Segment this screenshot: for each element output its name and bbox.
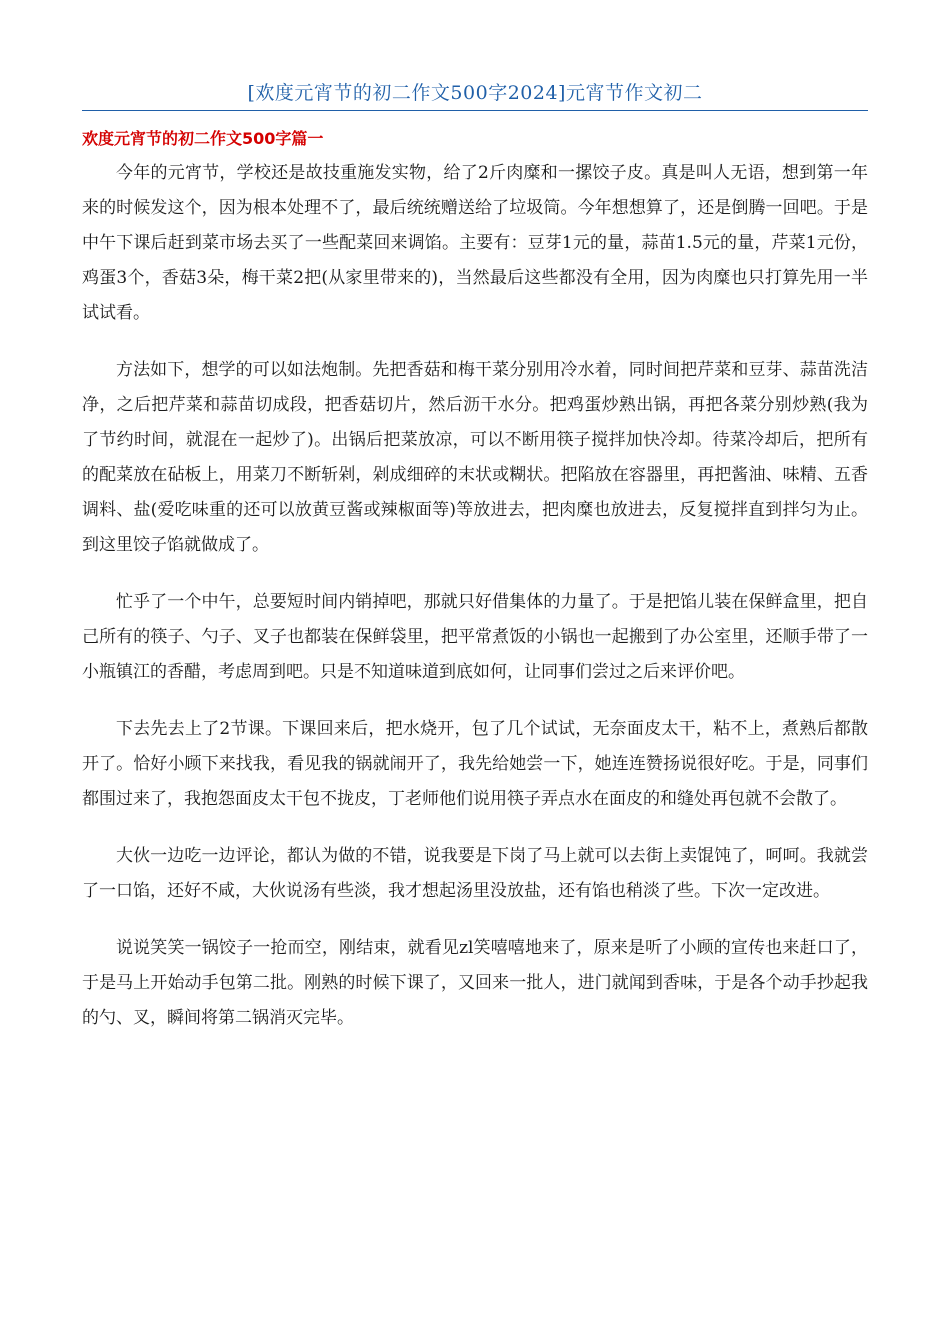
paragraph: 方法如下，想学的可以如法炮制。先把香菇和梅干菜分别用冷水着，同时间把芹菜和豆芽、蒜苗洗洁净，之后把芹菜和蒜苗切成段，把香菇切片，然后沥干水分。把鸡蛋炒熟出锅，再把各菜分别炒熟(我为了节约时间，就混在一起炒了)。出锅后把菜放凉，可以不断用筷子搅拌加快冷却。待菜冷却后，把所有的配菜放在砧板上，用菜刀不断斩剁，剁成细碎的末状或糊状。把陷放在容器里，再把酱油、味精、五香调料、盐(爱吃味重的还可以放黄豆酱或辣椒面等)等放进去，把肉糜也放进去，反复搅拌直到拌匀为止。到这里饺子馅就做成了。 bbox=[82, 360, 868, 555]
section-heading: 欢度元宵节的初二作文500字篇一 bbox=[82, 129, 324, 148]
document-header-title: [欢度元宵节的初二作文500字2024]元宵节作文初二 bbox=[247, 82, 703, 104]
paragraph: 下去先去上了2节课。下课回来后，把水烧开，包了几个试试，无奈面皮太干，粘不上，煮熟后都散开了。恰好小顾下来找我，看见我的锅就闹开了，我先给她尝一下，她连连赞扬说很好吃。于是，同事们都围过来了，我抱怨面皮太干包不拢皮，丁老师他们说用筷子弄点水在面皮的和缝处再包就不会散了。 bbox=[82, 719, 868, 809]
paragraph: 今年的元宵节，学校还是故技重施发实物，给了2斤肉糜和一摞饺子皮。真是叫人无语，想到第一年来的时候发这个，因为根本处理不了，最后统统赠送给了垃圾筒。今年想想算了，还是倒腾一回吧。于是中午下课后赶到菜市场去买了一些配菜回来调馅。主要有：豆芽1元的量，蒜苗1.5元的量，芹菜1元份，鸡蛋3个，香菇3朵，梅干菜2把(从家里带来的)，当然最后这些都没有全用，因为肉糜也只打算先用一半试试看。 bbox=[82, 163, 868, 323]
article-body bbox=[82, 156, 868, 1058]
paragraph: 说说笑笑一锅饺子一抢而空，刚结束，就看见zl笑嘻嘻地来了，原来是听了小顾的宣传也来赶口了，于是马上开始动手包第二批。刚熟的时候下课了，又回来一批人，进门就闻到香味，于是各个动手抄起我的勺、叉，瞬间将第二锅消灭完毕。 bbox=[82, 938, 868, 1028]
paragraph: 大伙一边吃一边评论，都认为做的不错，说我要是下岗了马上就可以去街上卖馄饨了，呵呵。我就尝了一口馅，还好不咸，大伙说汤有些淡，我才想起汤里没放盐，还有馅也稍淡了些。下次一定改进。 bbox=[82, 846, 868, 901]
header-divider bbox=[82, 110, 868, 111]
paragraph: 忙乎了一个中午，总要短时间内销掉吧，那就只好借集体的力量了。于是把馅儿装在保鲜盒里，把自己所有的筷子、勺子、叉子也都装在保鲜袋里，把平常煮饭的小锅也一起搬到了办公室里，还顺手带了一小瓶镇江的香醋，考虑周到吧。只是不知道味道到底如何，让同事们尝过之后来评价吧。 bbox=[82, 592, 868, 682]
